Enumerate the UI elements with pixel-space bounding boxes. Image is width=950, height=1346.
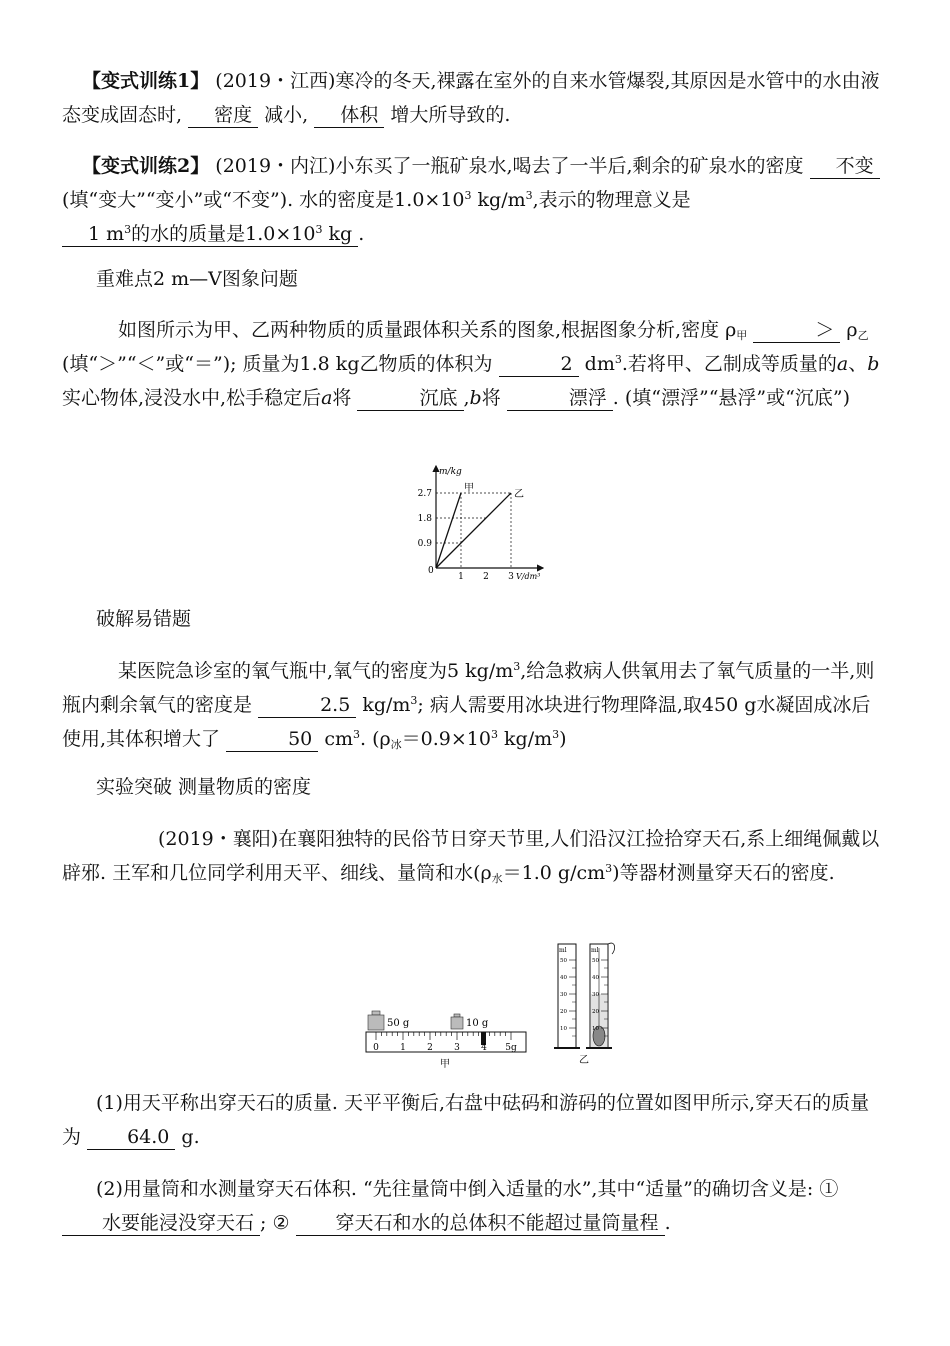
exponent: 3 — [410, 694, 418, 707]
answer-blank: 不变 — [810, 154, 880, 179]
balance-figure — [362, 1010, 530, 1070]
q2-text-6: 、 — [848, 353, 868, 375]
var-b: b — [469, 387, 482, 409]
cylinder-scale-label: 20 — [592, 1009, 599, 1015]
subscript: 冰 — [390, 738, 402, 751]
exponent: 3 — [605, 862, 613, 875]
exercise-1-text: 寒冷的冬天,裸露在室外的自来水管爆裂,其原因是水管中的水由液态变成固态时, — [62, 70, 880, 126]
answer-blank: 水要能浸没穿天石 — [62, 1211, 260, 1236]
subscript: 水 — [491, 872, 503, 885]
question-mv-graph — [62, 313, 888, 415]
subquestion-1 — [62, 1086, 888, 1154]
unit-label: ml — [591, 947, 599, 954]
q4-1-text: (1)用天平称出穿天石的质量. 天平平衡后,右盘中砝码和游码的位置如图甲所示,穿天石的质量为 — [62, 1092, 870, 1148]
series-line-jia — [436, 493, 461, 568]
cylinder-scale-label: 30 — [592, 992, 599, 998]
q2-text-9: , — [463, 387, 470, 409]
subscript: 乙 — [857, 329, 869, 342]
cylinder-empty — [554, 944, 580, 1048]
answer-blank: 64.0 — [87, 1125, 175, 1150]
weight-10g-label: 10 g — [466, 1018, 489, 1029]
q3-text: 某医院急诊室的氧气瓶中,氧气的密度为5 kg/m — [118, 660, 514, 682]
cylinder-with-stone — [586, 943, 615, 1048]
exponent: 3 — [353, 728, 360, 741]
q4-2-text: (2)用量筒和水测量穿天石体积. “先往量筒中倒入适量的水”,其中“适量”的确切含义是: ① — [96, 1178, 839, 1200]
q4-text: 在襄阳独特的民俗节日穿天节里,人们沿汉江捡拾穿天石,系上细绳佩戴以辟邪. 王军和几位同学利用天平、细线、量筒和水(ρ — [62, 828, 880, 884]
q2-text-4: dm — [584, 353, 615, 375]
exercise-2-source: (2019・内江) — [215, 155, 336, 177]
exponent: 3 — [315, 223, 323, 236]
q3-text-4: ; 病人需要用冰块进行物理降温,取450 g水凝固成冰后使用,其体积增大了 — [62, 694, 871, 750]
scale-label: 1 — [400, 1043, 406, 1053]
mv-graph — [410, 460, 550, 585]
weight-50g — [368, 1011, 384, 1030]
exercise-2-text-4: ,表示的物理意义是 — [532, 189, 691, 211]
subquestion-2 — [62, 1172, 888, 1240]
question-stone — [62, 822, 888, 890]
exponent: 3 — [513, 660, 521, 673]
q2-text-3: (填“＞”“＜”或“＝”); 质量为1.8 kg乙物质的体积为 — [62, 353, 493, 375]
scale-label: 5g — [505, 1043, 517, 1053]
answer-blank: ＞ — [753, 318, 840, 343]
q4-source: (2019・襄阳) — [158, 828, 279, 850]
cylinder-scale-label: 10 — [560, 1026, 567, 1032]
exponent: 3 — [525, 189, 533, 202]
exercise-1-text-3: 增大所导致的. — [390, 104, 511, 126]
cylinder-scale-label: 40 — [560, 975, 567, 981]
q2-text: 如图所示为甲、乙两种物质的质量跟体积关系的图象,根据图象分析,密度 ρ — [118, 319, 737, 341]
q3-text-2: ,给急救病人供氧用去了氧气质量的一半,则瓶内剩余氧气的密度是 — [62, 660, 875, 716]
exercise-2-text-3: kg/m — [471, 189, 526, 211]
y-axis-label: m/kg — [439, 467, 462, 477]
weight-50g-label: 50 g — [387, 1018, 410, 1029]
answer-blank: 2 — [499, 352, 579, 377]
var-a: a — [836, 353, 849, 375]
exponent: 3 — [464, 189, 472, 202]
q2-text-8: 将 — [332, 387, 352, 409]
figure-caption-yi: 乙 — [579, 1055, 589, 1066]
answer-blank: 2.5 — [258, 693, 356, 718]
exercise-1 — [62, 64, 888, 132]
answer-blank: 沉底 — [357, 386, 463, 411]
q4-text-2: ＝1.0 g/cm — [502, 862, 606, 884]
series-label: 甲 — [464, 483, 474, 494]
subscript: 甲 — [736, 329, 748, 342]
answer-blank: 漂浮 — [507, 386, 613, 411]
x-axis-label: V/dm³ — [516, 572, 541, 581]
exercise-1-source: (2019・江西) — [215, 70, 336, 92]
q2-text-7: 实心物体,浸没水中,松手稳定后 — [62, 387, 322, 409]
cylinder-scale-label: 20 — [560, 1009, 567, 1015]
answer-blank: 穿天石和水的总体积不能超过量筒量程 — [296, 1211, 665, 1236]
exercise-1-label: 【变式训练1】 — [82, 70, 210, 92]
q3-text-3: kg/m — [362, 694, 411, 716]
question-oxygen — [62, 654, 888, 756]
q2-text-10: 将 — [481, 387, 501, 409]
exponent: 3 — [124, 223, 132, 236]
exercise-2-text: 小东买了一瓶矿泉水,喝去了一半后,剩余的矿泉水的密度 — [335, 155, 804, 177]
section-title-experiment: 实验突破 测量物质的密度 — [96, 776, 312, 798]
scale-label: 3 — [454, 1043, 460, 1053]
series-label: 乙 — [514, 489, 524, 500]
q4-1-text-2: g. — [181, 1126, 200, 1148]
exercise-2 — [62, 149, 888, 251]
unit-label: ml — [559, 947, 567, 954]
cylinder-scale-label: 50 — [592, 958, 599, 964]
cylinder-scale-label: 50 — [560, 958, 567, 964]
q3-text-8: kg/m — [498, 728, 553, 750]
q4-text-3: )等器材测量穿天石的密度. — [612, 862, 835, 884]
exponent: 3 — [614, 353, 622, 366]
y-tick-label: 2.7 — [417, 489, 432, 499]
q2-text-11: . (填“漂浮”“悬浮”或“沉底”) — [612, 387, 850, 409]
x-tick-label: 1 — [458, 572, 464, 582]
cylinders-figure — [552, 938, 622, 1066]
origin-label: 0 — [428, 566, 434, 576]
answer-blank: 密度 — [188, 103, 258, 128]
weight-10g — [451, 1014, 463, 1029]
exponent: 3 — [552, 728, 560, 741]
q4-2-text-3: . — [664, 1212, 671, 1234]
answer-blank: 50 — [226, 727, 318, 752]
exercise-1-text-2: 减小, — [264, 104, 309, 126]
var-b: b — [867, 353, 880, 375]
q3-text-6: . (ρ — [360, 728, 391, 750]
answer-blank — [62, 222, 358, 247]
exercise-2-label: 【变式训练2】 — [82, 155, 210, 177]
answer-part: kg — [322, 223, 353, 245]
scale-label: 0 — [373, 1043, 379, 1053]
q4-2-text-2: ; ② — [260, 1212, 290, 1234]
x-tick-label: 3 — [508, 572, 514, 582]
cylinder-scale-label: 30 — [560, 992, 567, 998]
exercise-2-text-5: . — [358, 223, 365, 245]
exercise-2-text-2: (填“变大”“变小”或“不变”). 水的密度是1.0×10 — [62, 189, 465, 211]
y-tick-label: 0.9 — [417, 539, 432, 549]
answer-part: 的水的质量是1.0×10 — [131, 223, 316, 245]
q2-text-5: .若将甲、乙制成等质量的 — [621, 353, 837, 375]
x-tick-label: 2 — [483, 572, 489, 582]
section-title-errors: 破解易错题 — [96, 608, 192, 630]
q2-text-2: ρ — [846, 319, 858, 341]
var-a: a — [321, 387, 333, 409]
scale-label: 4 — [481, 1043, 487, 1053]
answer-blank: 体积 — [314, 103, 384, 128]
y-tick-label: 1.8 — [417, 514, 432, 524]
answer-part: 1 m — [88, 223, 125, 245]
q3-text-7: ＝0.9×10 — [401, 728, 491, 750]
scale-label: 2 — [427, 1043, 433, 1053]
series-line-yi — [436, 493, 511, 568]
q3-text-5: cm — [324, 728, 353, 750]
exponent: 3 — [491, 728, 498, 741]
cylinder-scale-label: 40 — [592, 975, 599, 981]
section-title-mv-graph: 重难点2 m—V图象问题 — [96, 268, 298, 290]
cylinder-scale-label: 10 — [592, 1026, 599, 1032]
q3-text-9: ) — [559, 728, 567, 750]
figure-caption-jia: 甲 — [440, 1059, 450, 1070]
